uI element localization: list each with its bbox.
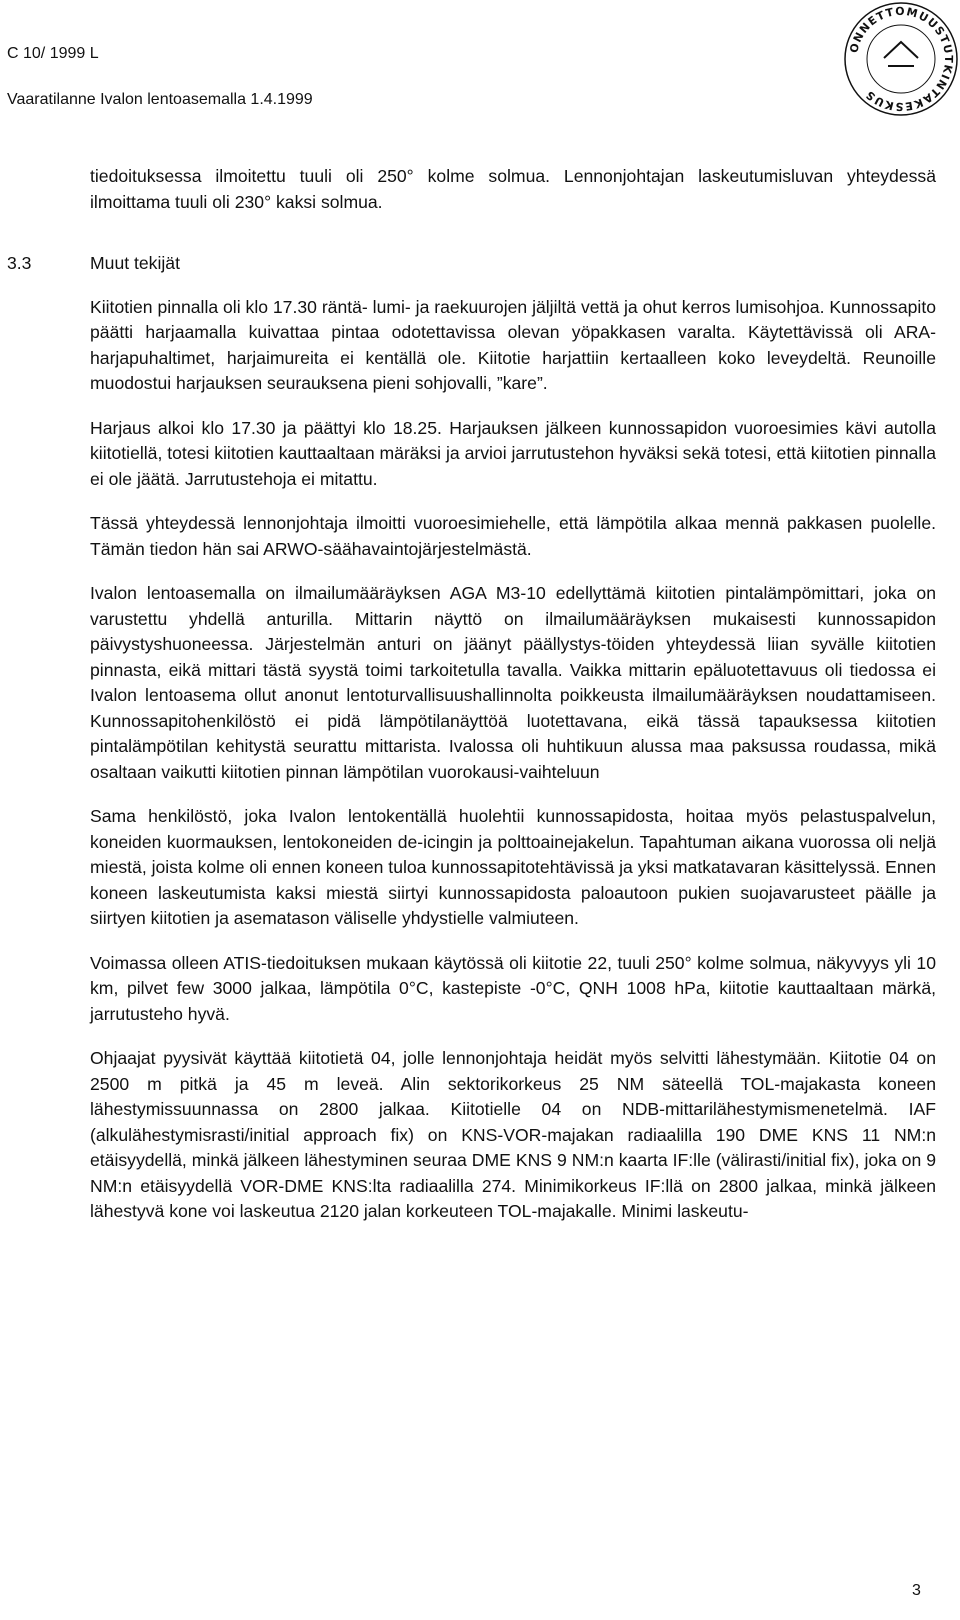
seal-ring-text: ONNETTOMUUSTUTKINTAKESKUS: [847, 4, 956, 114]
paragraph: Harjaus alkoi klo 17.30 ja päättyi klo 18.25. Harjauksen jälkeen kunnossapidon vuoroesimies kävi autolla kiitotiellä, totesi kiitotien kauttaaltaan märäksi ja arvioi jarrutustehon hyväksi sekä totesi, että kiitotien pinnalla ei ole jäätä. Jarrutustehoja ei mitattu.: [90, 417, 936, 489]
paragraph: Tässä yhteydessä lennonjohtaja ilmoitti vuoroesimiehelle, että lämpötila alkaa mennä pakkasen puolelle. Tämän tiedon hän sai ARWO-säähavaintojärjestelmästä.: [90, 513, 936, 559]
section-number: 3.3: [7, 253, 32, 273]
page-number: 3: [912, 1582, 921, 1599]
paragraph: Ivalon lentoasemalla on ilmailumääräyksen AGA M3-10 edellyttämä kiitotien pintalämpömittari, joka on varustettu yhdellä anturilla. Mittarin näyttö on ilmailumääräyksen mukaisesti kunnossapidon päivystyshuoneessa. Järjestelmän anturi on jäänyt päällystys-töiden yhteydessä liian syvälle kiitotien pinnasta, eikä mittari tästä syystä toimi tarkoitetulla tavalla. Vaikka mittarin epäluotettavuus oli tiedossa ei Ivalon lentoasema ollut anonut lentoturvallisuushallinnolta poikkeusta ilmailumääräyksen noudattamiseen. Kunnossapitohenkilöstö ei pidä lämpötilanäyttöä luotettavana, eikä tässä tapauksessa kiitotien pintalämpötilan kehitystä seurattu mittarista. Ivalossa oli huhtikuun alussa maa paksussa roudassa, mikä osaltaan vaikutti kiitotien pinnan lämpötilan vuorokausi-vaihteluun: [90, 583, 936, 782]
paragraph-intro: tiedoituksessa ilmoitettu tuuli oli 250° kolme solmua. Lennonjohtajan laskeutumisluvan yhteydessä ilmoittama tuuli oli 230° kaksi solmua.: [90, 166, 936, 212]
paragraph: Ohjaajat pyysivät käyttää kiitotietä 04, jolle lennonjohtaja heidät myös selvitti lähestymään. Kiitotie 04 on 2500 m pitkä ja 45 m leveä. Alin sektorikorkeus 25 NM säteellä TOL-majakasta koneen lähestymissuunnassa on 2800 jalkaa. Kiitotielle 04 on NDB-mittarilähestymismenetelmä. IAF (alkulähestymisrasti/initial approach fix) on KNS-VOR-majakan radiaalilla 190 DME KNS 11 NM:n etäisyydellä, minkä jälkeen lähestyminen seuraa DME KNS 9 NM:n kaarta IF:lle (välirasti/initial fix), joka on 9 NM:n etäisyydellä VOR-DME KNS:lta radiaalilla 274. Minimikorkeus IF:llä on 2800 jalkaa, minkä jälkeen lähestyvä kone voi laskeutua 2120 jalan korkeuteen TOL-majakalle. Minimi laskeutu-: [90, 1048, 936, 1221]
paragraph: Sama henkilöstö, joka Ivalon lentokentällä huolehtii kunnossapidosta, hoitaa myös pelastuspalvelun, koneiden kuormauksen, lentokoneiden de-icingin ja polttoainejakelun. Tapahtuman aikana vuorossa oli neljä miestä, joista kolme oli ennen koneen tuloa kunnossapitotehtävissä ja yksi matkatavaran käsittelyssä. Ennen koneen laskeutumista kaksi miestä siirtyi kunnossapidosta paloautoon pukien suojavarusteet päälle ja siirtyen kiitotien ja asematason väliselle yhdystielle valmiuteen.: [90, 806, 936, 928]
seal-logo-icon: [842, 0, 960, 118]
document-id: C 10/ 1999 L: [7, 45, 99, 62]
section-heading: [7, 251, 936, 277]
paragraph: Kiitotien pinnalla oli klo 17.30 räntä- lumi- ja raekuurojen jäljiltä vettä ja ohut kerros lumisohjoa. Kunnossapito päätti harjaamalla kuivattaa pintaa odotettavissa olevan yöpakkasen varalta. Käytettävissä oli ARA-harjapuhaltimet, harjaimureita ei kentällä ole. Kiitotie harjattiin kertaalleen koko leveydeltä. Reunoille muodostui harjauksen seurauksena pieni sohjovalli, ”kare”.: [90, 296, 936, 393]
paragraph: Voimassa olleen ATIS-tiedoituksen mukaan käytössä oli kiitotie 22, tuuli 250° kolme solmua, näkyvyys yli 10 km, pilvet few 3000 jalkaa, lämpötila 0°C, kastepiste -0°C, QNH 1008 hPa, kiitotie kauttaaltaan märkä, jarrutusteho hyvä.: [90, 952, 936, 1024]
page-header: [7, 45, 313, 108]
document-body: [7, 164, 936, 1244]
section-title: Muut tekijät: [90, 253, 180, 273]
document-subtitle: Vaaratilanne Ivalon lentoasemalla 1.4.1999: [7, 91, 313, 108]
